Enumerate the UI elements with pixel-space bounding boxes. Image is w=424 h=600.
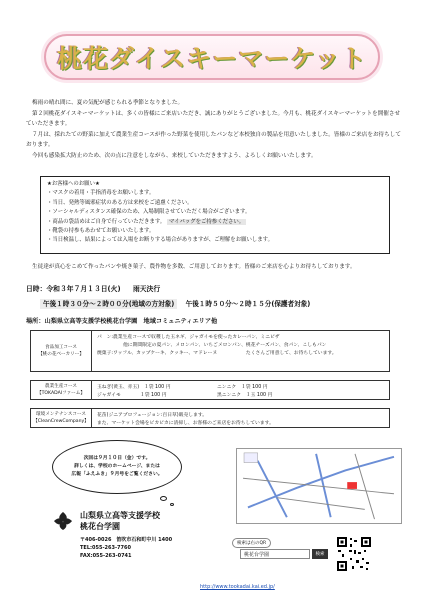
course-label: [30, 380, 92, 400]
bubble-tail: [160, 496, 167, 501]
school-fax: FAX:055-263-0741: [80, 553, 132, 559]
invite-text: 生徒達が真心をこめて作ったパンや焼き菓子、農作物を多数、ご用意しております。皆様のご来店を心よりお待ちしております。: [32, 264, 356, 270]
school-marker-icon: [347, 482, 357, 489]
intro-text: [26, 98, 404, 161]
search-input[interactable]: 桃花台学園: [240, 549, 310, 559]
course-sub: 【CleanCrewCompany】: [33, 419, 89, 424]
bubble-line: 次回は９月１０日（金）です。: [83, 456, 151, 461]
course-line: また、マーケット会場をピカピカに清掃し、お客様のご来店をお待ちしています。: [97, 421, 274, 426]
search-button[interactable]: 検索: [312, 549, 328, 559]
course-line: 花苗(ジニアプロフュージョン:百日草)販売します。: [97, 413, 208, 418]
notice-title: ★お客様へのお願い★: [47, 181, 100, 187]
course-food: [30, 330, 390, 372]
course-line: パ ン:農業生産コースで収穫した玉ネギ、ジャガイモを使ったカレーパン、ミニピザ: [97, 335, 280, 340]
course-sub: 【TOKADAIファーム】: [37, 391, 85, 396]
school-tel: TEL:055-263-7760: [80, 545, 131, 551]
page-title: 桃花ダイスキーマーケット: [56, 44, 367, 73]
title-banner: [44, 34, 380, 80]
search-hint: 検索は右のQR: [232, 538, 271, 548]
notice-item: ・靴袋の持参もあわせてお願いいたします。: [47, 228, 155, 235]
school-logo-icon: [52, 510, 74, 532]
school-address: [80, 536, 172, 560]
product-item: ジャガイモ １袋 100 円: [97, 393, 167, 398]
bubble-line: 詳しくは、学校のホームページ、または: [74, 464, 160, 469]
notice-item: ・商品の袋詰めはご自身で行っていただきます。: [47, 218, 166, 225]
course-content: [92, 330, 390, 372]
product-item: 玉ねぎ(黄玉、赤玉) １袋 100 円: [97, 385, 171, 390]
course-content: [92, 408, 390, 428]
notice-item: ・当日、発熱等風邪症状のある方は来校をご遠慮ください。: [47, 199, 193, 206]
event-date: 日時：令和３年７月１３日(火): [26, 285, 121, 293]
intro-p2: 第２回桃花ダイスキーマーケットは、多くの皆様にご来店いただき、誠にありがとうございました。今月も、桃花ダイスキーマーケットを開催させていただきます。: [26, 110, 401, 127]
course-line: 焼菓子:ワッフル、カップケーキ、クッキー、マドレーヌ たくさんご用意して、お待ちしています。: [97, 351, 337, 356]
time-row: [40, 298, 310, 308]
notice-item: ・マスクの着用・手指消毒をお願いします。: [47, 190, 155, 197]
school-website-link[interactable]: http://www.tookadai.kai.ed.jp/: [200, 584, 275, 590]
qr-code-icon[interactable]: [336, 536, 372, 572]
notice-highlight: マイバッグをご持参ください。: [168, 218, 245, 225]
course-label: [30, 408, 92, 428]
course-farm: [30, 380, 390, 400]
course-clean: [30, 408, 390, 428]
event-place: 場所：山梨県立高等支援学校桃花台学園 地域コミュニティエリア他: [26, 318, 218, 325]
product-item: 黒ニンニク １玉 100 円: [217, 393, 273, 398]
notice-item-bag: [47, 218, 383, 227]
next-event-bubble: [52, 440, 182, 494]
course-name: 環境メンテナンスコース: [36, 412, 86, 417]
course-name: 農業生産コース: [45, 384, 77, 389]
rain-policy: 雨天決行: [132, 285, 161, 293]
notice-box: [40, 176, 390, 254]
bubble-tail: [170, 503, 174, 506]
course-content: [92, 380, 390, 400]
intro-p4: 今回も感染拡大防止のため、次の点に注意をしながら、来校していただきますよう、よろしくお願いいたします。: [32, 152, 317, 159]
bubble-line: 広報「ふえふき」９月号をご覧ください。: [71, 472, 163, 477]
school-zip: 〒406-0026 笛吹市石和町中川 1400: [80, 537, 173, 543]
intro-p3: ７月は、採れたての野菜に加えて農業生産コースが作った野菜を使用したパンなど本校独自の製品を用意いたしました。皆様のご来店をお待ちしております。: [26, 131, 401, 148]
course-sub: 【桃の花ベーカリー】: [38, 352, 84, 357]
course-label: [30, 330, 92, 372]
course-line: 他に期間限定の夏パン、メロンパン、いちごメロンパン、桃花チーズパン、食パン、こしもパン: [123, 343, 327, 348]
school-name: 山梨県立高等支援学校 桃花台学園: [80, 511, 160, 531]
notice-item: ・ソーシャルディスタンス確保のため、入場制限させていただく場合がございます。: [47, 209, 251, 216]
date-row: [26, 283, 170, 293]
course-name: 食品加工コース: [45, 345, 77, 350]
access-map: [236, 448, 402, 524]
time-guardian: 午後１時５０分～２時１５分(保護者対象): [185, 300, 311, 308]
notice-item: ・当日検温し、結果によっては入場をお断りする場合がありますが、ご理解をお願いします。: [47, 237, 273, 244]
intro-p1: 梅雨の晴れ間に、夏の気配が感じられる季節となりました。: [32, 100, 184, 106]
product-item: ニンニク １袋 100 円: [217, 385, 268, 390]
time-public: 午後１時３０分～２時００分(地域の方対象): [40, 299, 177, 309]
